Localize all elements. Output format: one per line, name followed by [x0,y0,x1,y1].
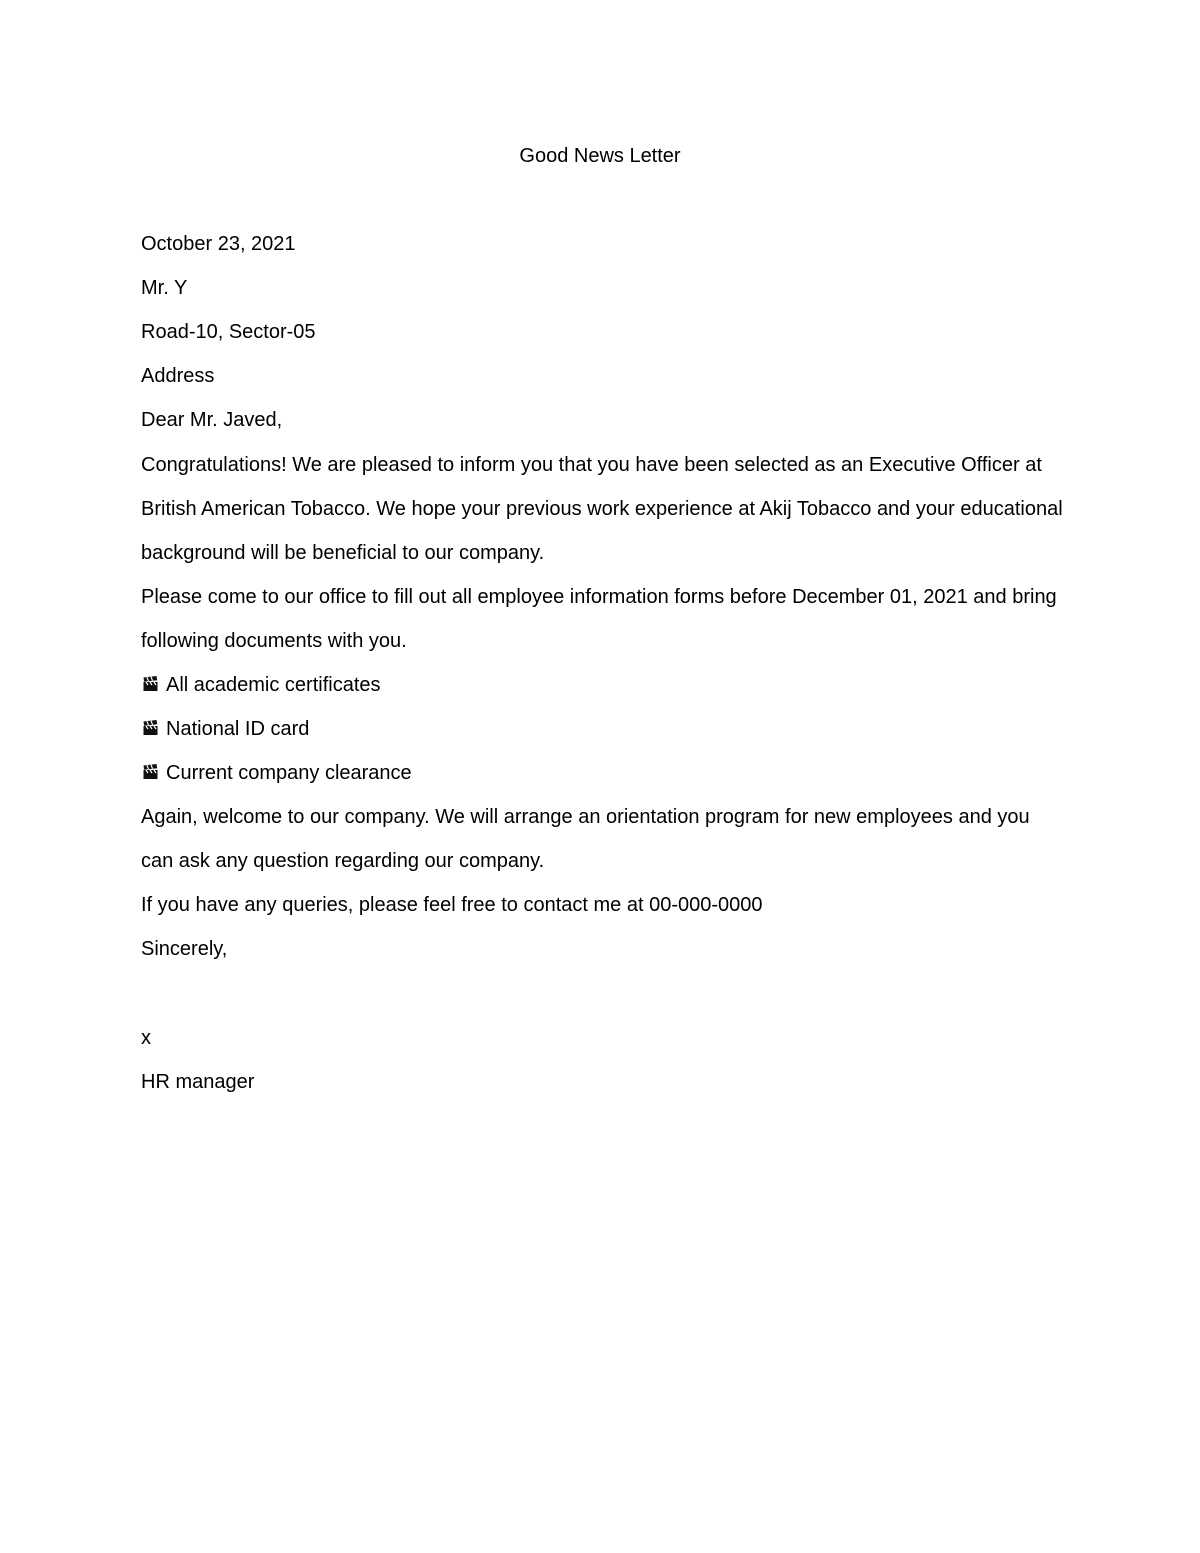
contact-line: If you have any queries, please feel free to contact me at 00-000-0000 [141,894,763,916]
letter-title: Good News Letter [519,145,681,167]
recipient-name: Mr. Y [141,277,188,299]
clapperboard-icon [143,720,158,736]
document-list-item [143,760,412,786]
closing: Sincerely, [141,938,228,960]
paragraph3-line: can ask any question regarding our company. [141,850,545,872]
clapperboard-icon [143,764,158,780]
document-item-label: Current company clearance [166,762,412,784]
document-item-label: All academic certificates [166,674,381,696]
paragraph2-line: Please come to our office to fill out all employee information forms before December 01, 2021 and bring [141,586,1057,608]
document-list-item [143,716,309,742]
letter-date: October 23, 2021 [141,233,296,255]
salutation: Dear Mr. Javed, [141,409,283,431]
paragraph1-line: British American Tobacco. We hope your previous work experience at Akij Tobacco and your educational [141,498,1063,520]
paragraph1-line: background will be beneficial to our company. [141,542,545,564]
paragraph1-line: Congratulations! We are pleased to inform you that you have been selected as an Executive Officer at [141,454,1042,476]
document-item-label: National ID card [166,718,310,740]
signer-title: HR manager [141,1071,255,1093]
recipient-street: Road-10, Sector-05 [141,321,316,343]
recipient-address: Address [141,365,215,387]
signature-mark: x [141,1027,151,1049]
paragraph2-line: following documents with you. [141,630,407,652]
clapperboard-icon [143,676,158,692]
document-list-item [143,672,381,698]
paragraph3-line: Again, welcome to our company. We will arrange an orientation program for new employees and you [141,806,1030,828]
